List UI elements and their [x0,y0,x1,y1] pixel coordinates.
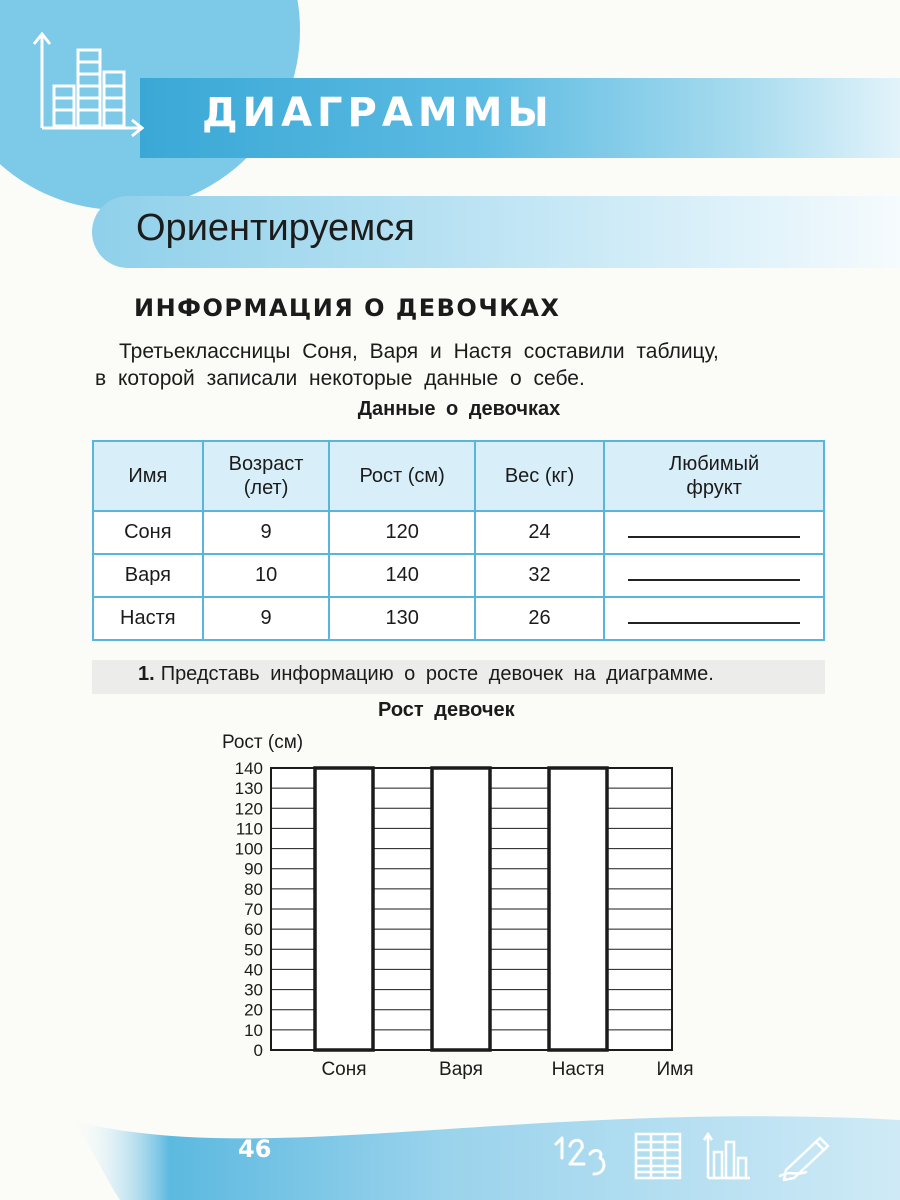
table-row [93,597,824,640]
cell-height: 130 [329,597,474,640]
intro-line-2: в которой записали некоторые данные о себе. [95,367,585,390]
task-number: 1. [138,663,155,685]
cell-height: 140 [329,554,474,597]
y-tick-label: 60 [244,920,263,940]
y-tick-label: 90 [244,859,263,879]
cell-age: 9 [203,511,330,554]
table-row [93,511,824,554]
y-tick-label: 100 [234,839,263,859]
cell-height: 120 [329,511,474,554]
table-row [93,554,824,597]
bar [432,768,490,1050]
header-fruit: Любимый фрукт [604,441,824,511]
answer-line [628,528,800,538]
task-text [138,663,714,686]
y-tick-label: 10 [244,1020,263,1040]
page-title: ДИАГРАММЫ [202,90,554,136]
y-tick-label: 50 [244,940,263,960]
answer-line [628,614,800,624]
table-icon [632,1130,684,1182]
section-title: Ориентируемся [136,207,415,249]
fruit-answer-blank[interactable] [604,554,824,597]
y-tick-label: 120 [234,799,263,819]
girls-data-table [92,440,825,641]
intro-line-1: Третьеклассницы Соня, Варя и Настя составили таблицу, [119,340,719,363]
cell-age: 9 [203,597,330,640]
y-tick-label: 130 [234,779,263,799]
x-tick-label: Варя [439,1059,483,1080]
y-tick-label: 80 [244,879,263,899]
fruit-answer-blank[interactable] [604,597,824,640]
fruit-answer-blank[interactable] [604,511,824,554]
chart-icon [702,1130,754,1182]
cell-name: Варя [93,554,203,597]
y-tick-label: 0 [253,1041,263,1060]
y-tick-label: 30 [244,980,263,1000]
y-tick-label: 140 [234,759,263,778]
pencil-icon [776,1130,836,1182]
x-tick-label: Настя [551,1059,605,1080]
y-axis-label: Рост (см) [222,732,304,753]
cell-age: 10 [203,554,330,597]
cell-name: Настя [93,597,203,640]
cell-name: Соня [93,511,203,554]
header-height: Рост (см) [329,441,474,511]
y-tick-label: 20 [244,1000,263,1020]
intro-text [95,338,810,392]
height-bar-chart [0,720,900,1090]
footer-wave [0,1090,900,1200]
numbers-icon [550,1130,610,1182]
answer-line [628,571,800,581]
cell-weight: 24 [475,511,604,554]
y-tick-label: 70 [244,900,263,919]
x-axis-label: Имя [656,1059,694,1080]
header-age: Возраст (лет) [203,441,330,511]
bar-chart-logo-icon [30,28,150,138]
page-number: 46 [238,1135,272,1163]
x-tick-label: Соня [321,1059,367,1080]
y-tick-label: 40 [244,960,263,980]
header-name: Имя [93,441,203,511]
cell-weight: 32 [475,554,604,597]
info-heading: ИНФОРМАЦИЯ О ДЕВОЧКАХ [134,294,561,322]
table-caption: Данные о девочках [357,398,561,420]
y-tick-label: 110 [235,819,263,839]
bar [549,768,607,1050]
cell-weight: 26 [475,597,604,640]
bar [315,768,373,1050]
table-header-row [93,441,824,511]
task-instruction: Представь информацию о росте девочек на диаграмме. [160,663,714,685]
header-weight: Вес (кг) [475,441,604,511]
chart-title: Рост девочек [378,699,515,721]
